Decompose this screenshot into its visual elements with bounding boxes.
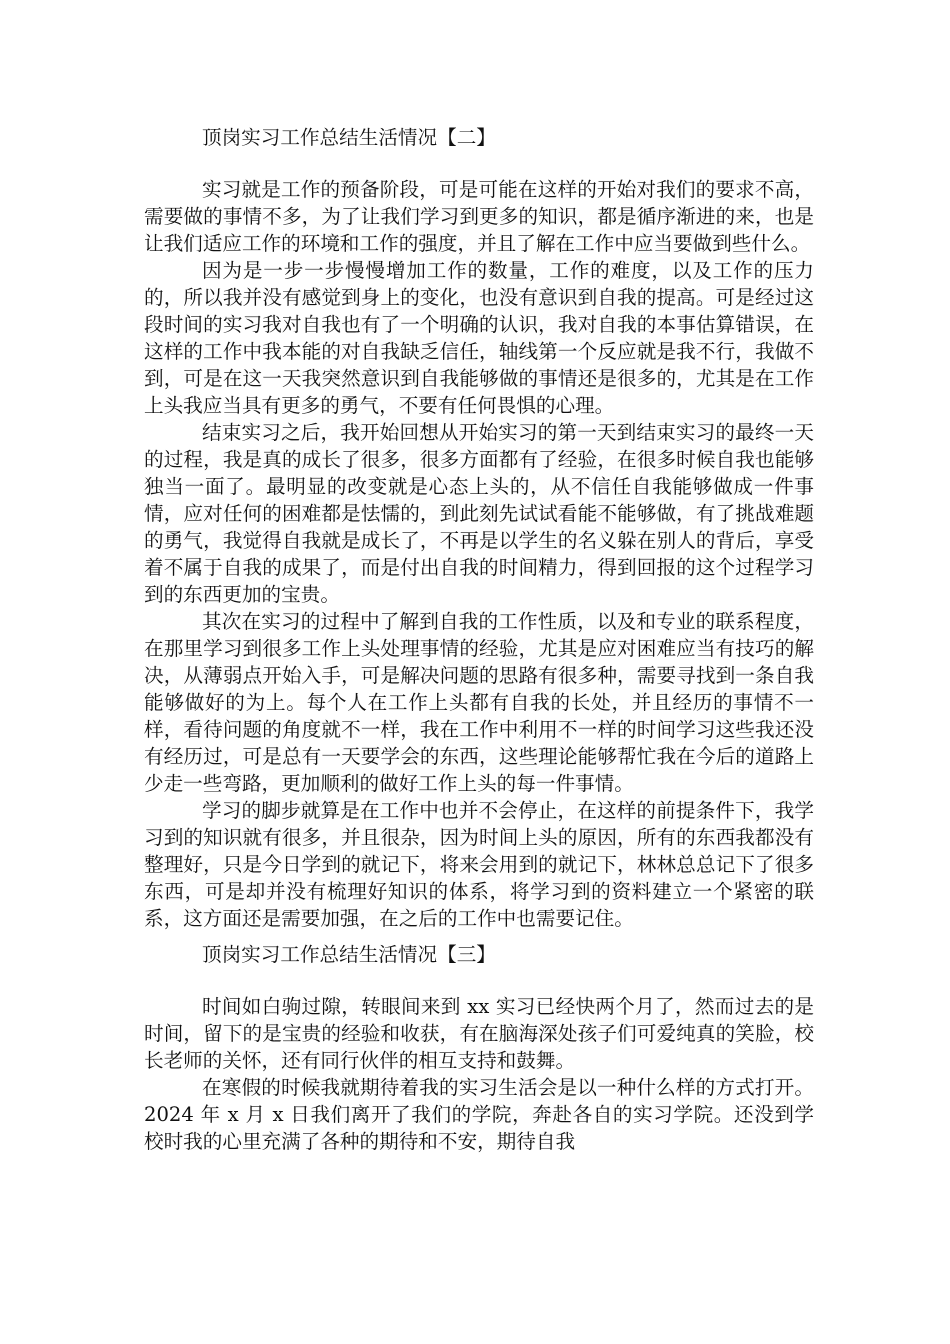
section-2-body [144, 176, 814, 932]
paragraph: 在寒假的时候我就期待着我的实习生活会是以一种什么样的方式打开。2024 年 x 月 x 日我们离开了我们的学院，奔赴各自的实习学院。还没到学校时我的心里充满了各种的期待和不安，期待自我 [144, 1076, 814, 1153]
section-heading-3: 顶岗实习工作总结生活情况【三】 [202, 943, 496, 966]
document-page [144, 115, 814, 1155]
paragraph: 实习就是工作的预备阶段，可是可能在这样的开始对我们的要求不高，需要做的事情不多，为了让我们学习到更多的知识，都是循序渐进的来，也是让我们适应工作的环境和工作的强度，并且了解在工作中应当要做到些什么。 [144, 178, 814, 255]
section-heading-2: 顶岗实习工作总结生活情况【二】 [202, 126, 496, 149]
paragraph: 时间如白驹过隙，转眼间来到 xx 实习已经快两个月了，然而过去的是时间，留下的是宝贵的经验和收获，有在脑海深处孩子们可爱纯真的笑脸，校长老师的关怀，还有同行伙伴的相互支持和鼓舞。 [144, 995, 814, 1072]
section-3-body [144, 993, 814, 1155]
paragraph: 其次在实习的过程中了解到自我的工作性质，以及和专业的联系程度，在那里学习到很多工作上头处理事情的经验，尤其是应对困难应当有技巧的解决，从薄弱点开始入手，可是解决问题的思路有很多种，需要寻找到一条自我能够做好的为上。每个人在工作上头都有自我的长处，并且经历的事情不一样，看待问题的角度就不一样，我在工作中利用不一样的时间学习这些我还没有经历过，可是总有一天要学会的东西，这些理论能够帮忙我在今后的道路上少走一些弯路，更加顺利的做好工作上头的每一件事情。 [144, 610, 814, 795]
paragraph: 结束实习之后，我开始回想从开始实习的第一天到结束实习的最终一天的过程，我是真的成长了很多，很多方面都有了经验，在很多时候自我也能够独当一面了。最明显的改变就是心态上头的，从不信任自我能够做成一件事情，应对任何的困难都是怯懦的，到此刻先试试看能不能够做，有了挑战难题的勇气，我觉得自我就是成长了，不再是以学生的名义躲在别人的背后，享受着不属于自我的成果了，而是付出自我的时间精力，得到回报的这个过程学习到的东西更加的宝贵。 [144, 421, 814, 606]
paragraph: 学习的脚步就算是在工作中也并不会停止，在这样的前提条件下，我学习到的知识就有很多，并且很杂，因为时间上头的原因，所有的东西我都没有整理好，只是今日学到的就记下，将来会用到的就记下，林林总总记下了很多东西，可是却并没有梳理好知识的体系，将学习到的资料建立一个紧密的联系，这方面还是需要加强，在之后的工作中也需要记住。 [144, 799, 814, 930]
paragraph: 因为是一步一步慢慢增加工作的数量，工作的难度，以及工作的压力的，所以我并没有感觉到身上的变化，也没有意识到自我的提高。可是经过这段时间的实习我对自我也有了一个明确的认识，我对自我的本事估算错误，在这样的工作中我本能的对自我缺乏信任，轴线第一个反应就是我不行，我做不到，可是在这一天我突然意识到自我能够做的事情还是很多的，尤其是在工作上头我应当具有更多的勇气，不要有任何畏惧的心理。 [144, 259, 814, 417]
